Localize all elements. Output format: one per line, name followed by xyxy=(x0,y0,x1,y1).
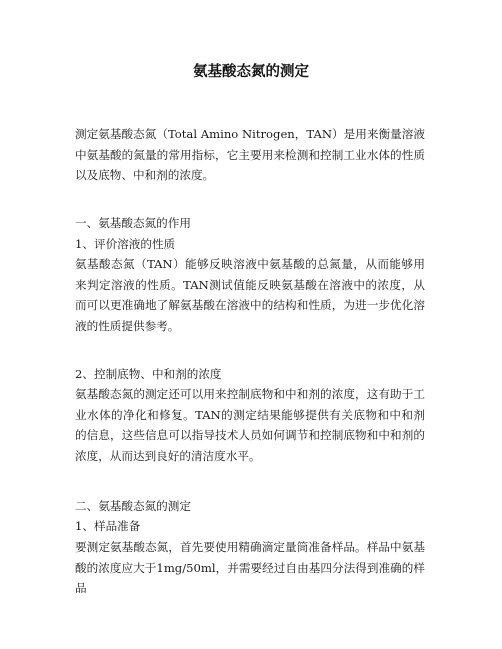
intro-text: 测定氨基酸态氮（Total Amino Nitrogen，TAN）是用来衡量溶液中氨基酸的氮量的常用指标，它主要用来检测和控制工业水体的性质以及底物、中和剂的浓度。 xyxy=(75,127,425,182)
intro-paragraph xyxy=(75,124,425,186)
document-title: 氨基酸态氮的测定 xyxy=(193,63,309,80)
section-2-heading: 二、氨基酸态氮的测定 xyxy=(75,499,191,513)
section-1-heading: 一、氨基酸态氮的作用 xyxy=(75,216,191,230)
section-2-sub-1-paragraph xyxy=(75,537,425,599)
section-1-sub-1-heading: 1、评价溶液的性质 xyxy=(75,237,176,251)
section-1-sub-2-paragraph xyxy=(75,384,425,466)
section-1-sub-2-text: 氨基酸态氮的测定还可以用来控制底物和中和剂的浓度，这有助于工业水体的净化和修复。TAN的测定结果能够提供有关底物和中和剂的信息，这些信息可以指导技术人员如何调节和控制底物和中和剂的浓度，从而达到良好的清洁度水平。 xyxy=(75,387,425,463)
section-2-sub-1-text: 要测定氨基酸态氮，首先要使用精确滴定量筒准备样品。样品中氨基酸的浓度应大于1mg/50ml，并需要经过自由基四分法得到准确的样品 xyxy=(75,540,425,595)
section-1-sub-1-paragraph xyxy=(75,254,425,336)
section-1-sub-2-heading: 2、控制底物、中和剂的浓度 xyxy=(75,367,222,381)
section-1-sub-1-text: 氨基酸态氮（TAN）能够反映溶液中氨基酸的总氮量，从而能够用来判定溶液的性质。TAN测试值能反映氨基酸在溶液中的浓度，从而可以更准确地了解氨基酸在溶液中的结构和性质，为进一步优化溶液的性质提供参考。 xyxy=(75,257,425,333)
section-2-sub-1-heading: 1、样品准备 xyxy=(75,519,141,533)
